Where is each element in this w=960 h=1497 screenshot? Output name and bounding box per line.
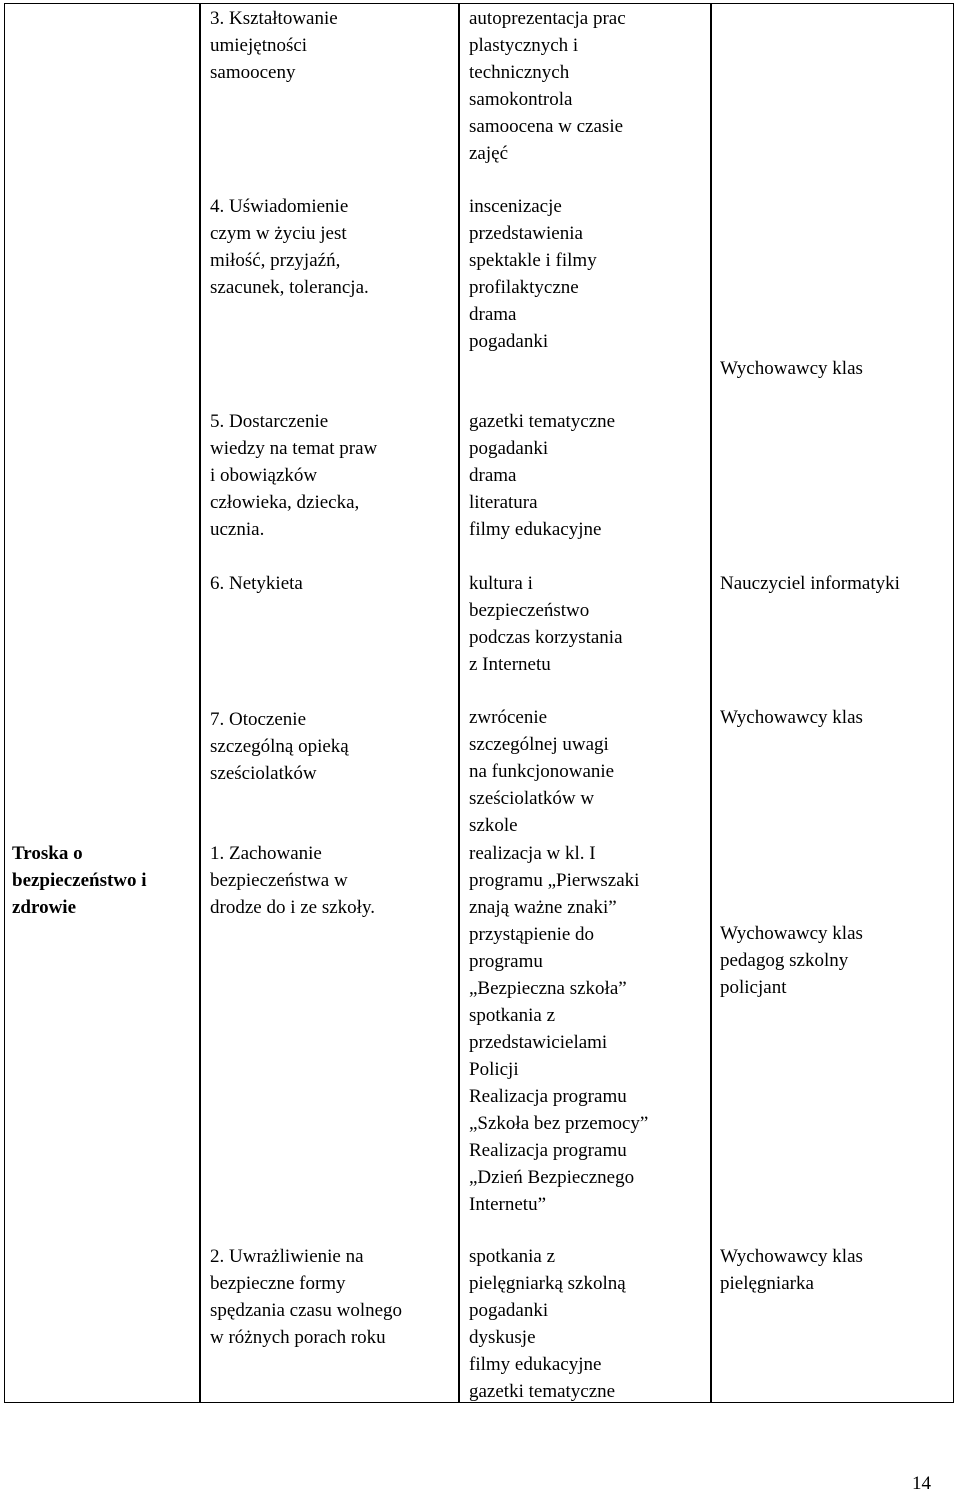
text-line: literatura	[469, 492, 538, 513]
text-line: przystąpienie do	[469, 924, 595, 945]
responsible-cell	[720, 704, 955, 731]
text-line: Nauczyciel informatyki	[720, 573, 900, 594]
text-line: filmy edukacyjne	[469, 519, 602, 540]
text-line: 1. Zachowanie	[210, 843, 322, 864]
text-line: filmy edukacyjne	[469, 1354, 602, 1375]
methods-cell	[469, 840, 709, 1218]
text-line: drodze do i ze szkoły.	[210, 897, 375, 918]
text-line: wiedzy na temat praw	[210, 438, 378, 459]
text-line: policjant	[720, 977, 787, 998]
text-line: sześciolatków	[210, 763, 317, 784]
goal-cell	[210, 5, 455, 86]
text-line: 2. Uwrażliwienie na	[210, 1246, 364, 1267]
responsible-cell	[720, 570, 955, 597]
text-line: czym w życiu jest	[210, 223, 347, 244]
text-line: bezpieczeństwo i	[12, 870, 147, 891]
text-line: pedagog szkolny	[720, 950, 849, 971]
text-line: 4. Uświadomienie	[210, 196, 349, 217]
column-divider	[710, 3, 712, 1403]
text-line: drama	[469, 465, 517, 486]
text-line: podczas korzystania	[469, 627, 623, 648]
text-line: pielęgniarką szkolną	[469, 1273, 626, 1294]
text-line: człowieka, dziecka,	[210, 492, 360, 513]
text-line: w różnych porach roku	[210, 1327, 386, 1348]
text-line: „Bezpieczna szkoła”	[469, 978, 627, 999]
text-line: „Dzień Bezpiecznego	[469, 1167, 635, 1188]
text-line: miłość, przyjaźń,	[210, 250, 341, 271]
goal-cell	[210, 840, 455, 921]
text-line: zwrócenie	[469, 707, 548, 728]
methods-cell	[469, 1243, 709, 1405]
text-line: spotkania z	[469, 1005, 556, 1026]
goal-cell	[210, 1243, 455, 1351]
text-line: 5. Dostarczenie	[210, 411, 329, 432]
text-line: Troska o	[12, 843, 83, 864]
section-label	[12, 840, 184, 921]
text-line: technicznych	[469, 62, 570, 83]
text-line: Wychowawcy klas	[720, 358, 863, 379]
text-line: pogadanki	[469, 1300, 549, 1321]
text-line: zdrowie	[12, 897, 77, 918]
text-line: pielęgniarka	[720, 1273, 814, 1294]
text-line: „Szkoła bez przemocy”	[469, 1113, 649, 1134]
text-line: Internetu”	[469, 1194, 547, 1215]
text-line: dyskusje	[469, 1327, 536, 1348]
text-line: realizacja w kl. I	[469, 843, 596, 864]
responsible-cell	[720, 920, 955, 1001]
text-line: inscenizacje	[469, 196, 562, 217]
text-line: pogadanki	[469, 331, 549, 352]
text-line: przedstawienia	[469, 223, 583, 244]
methods-cell	[469, 193, 709, 355]
text-line: autoprezentacja prac	[469, 8, 626, 29]
text-line: na funkcjonowanie	[469, 761, 615, 782]
text-line: samoocena w czasie	[469, 116, 624, 137]
text-line: spotkania z	[469, 1246, 556, 1267]
text-line: Realizacja programu	[469, 1086, 627, 1107]
text-line: bezpieczeństwa w	[210, 870, 348, 891]
text-line: z Internetu	[469, 654, 551, 675]
text-line: pogadanki	[469, 438, 549, 459]
text-line: umiejętności	[210, 35, 308, 56]
text-line: spektakle i filmy	[469, 250, 597, 271]
responsible-cell	[720, 355, 955, 382]
text-line: Policji	[469, 1059, 519, 1080]
text-line: programu „Pierwszaki	[469, 870, 640, 891]
text-line: gazetki tematyczne	[469, 411, 616, 432]
methods-cell	[469, 5, 709, 167]
methods-cell	[469, 704, 709, 839]
goal-cell	[210, 408, 455, 543]
methods-cell	[469, 570, 709, 678]
text-line: programu	[469, 951, 543, 972]
responsible-cell	[720, 1243, 955, 1297]
text-line: szacunek, tolerancja.	[210, 277, 369, 298]
text-line: samooceny	[210, 62, 296, 83]
text-line: zajęć	[469, 143, 509, 164]
text-line: znają ważne znaki”	[469, 897, 617, 918]
text-line: 6. Netykieta	[210, 573, 303, 594]
text-line: szkole	[469, 815, 518, 836]
text-line: bezpieczne formy	[210, 1273, 346, 1294]
goal-cell	[210, 570, 455, 597]
text-line: Wychowawcy klas	[720, 1246, 863, 1267]
text-line: spędzania czasu wolnego	[210, 1300, 403, 1321]
text-line: gazetki tematyczne	[469, 1381, 616, 1402]
text-line: profilaktyczne	[469, 277, 579, 298]
text-line: ucznia.	[210, 519, 265, 540]
text-line: Wychowawcy klas	[720, 923, 863, 944]
page-number: 14	[912, 1473, 931, 1494]
text-line: samokontrola	[469, 89, 573, 110]
text-line: Realizacja programu	[469, 1140, 627, 1161]
goal-cell	[210, 706, 455, 787]
goal-cell	[210, 193, 455, 301]
text-line: sześciolatków w	[469, 788, 595, 809]
text-line: bezpieczeństwo	[469, 600, 590, 621]
text-line: drama	[469, 304, 517, 325]
text-line: 7. Otoczenie	[210, 709, 307, 730]
text-line: szczególnej uwagi	[469, 734, 609, 755]
text-line: przedstawicielami	[469, 1032, 608, 1053]
text-line: Wychowawcy klas	[720, 707, 863, 728]
text-line: i obowiązków	[210, 465, 318, 486]
column-divider	[199, 3, 201, 1403]
text-line: 3. Kształtowanie	[210, 8, 338, 29]
methods-cell	[469, 408, 709, 543]
text-line: plastycznych i	[469, 35, 579, 56]
text-line: kultura i	[469, 573, 533, 594]
column-divider	[458, 3, 460, 1403]
text-line: szczególną opieką	[210, 736, 349, 757]
